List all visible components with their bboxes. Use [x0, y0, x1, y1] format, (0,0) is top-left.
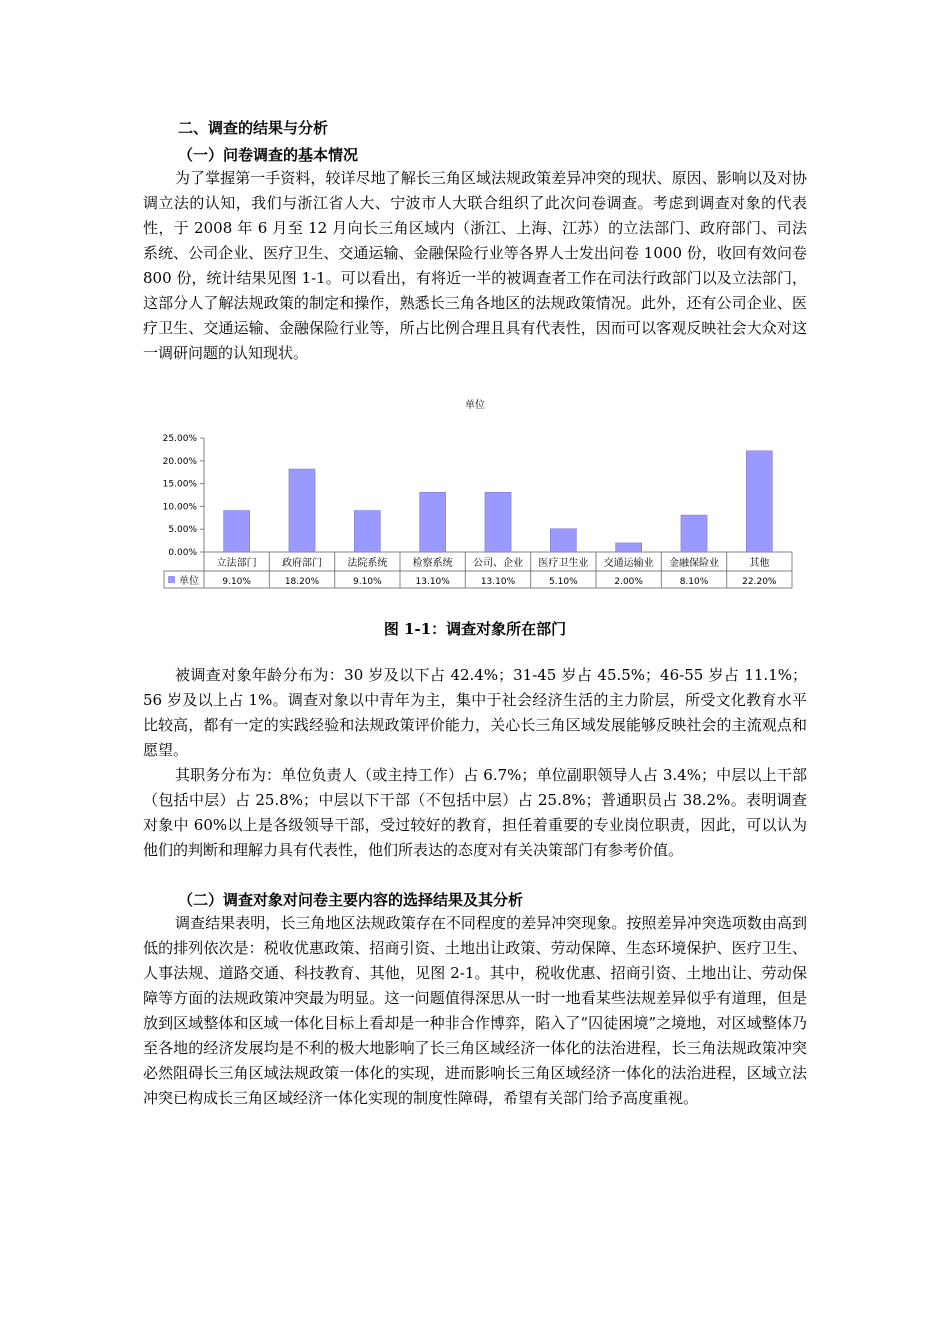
- y-tick-label: 15.00%: [162, 479, 197, 490]
- y-tick-label: 10.00%: [162, 502, 197, 513]
- data-label: 13.10%: [415, 577, 450, 587]
- category-label: 检察系统: [412, 558, 453, 569]
- bar: [550, 529, 576, 552]
- figure-caption: 图 1-1：调查对象所在部门: [383, 620, 567, 638]
- bar: [616, 543, 642, 552]
- paragraph-3: 其职务分布为：单位负责人（或主持工作）占 6.7%；单位副职领导人占 3.4%；中层以上干部（包括中层）占 25.8%；中层以下干部（不包括中层）占 25.8%；普通职员占 38.2%。表明调查对象中 60%以上是各级领导干部，受过较好的教育，担任着重要的专业岗位职责，因此，可以认为他们的判断和理解力具有代表性，他们所表达的态度对有关决策部门有参考价值。: [143, 766, 807, 859]
- bar-chart: [150, 395, 800, 595]
- category-label: 交通运输业: [603, 558, 654, 569]
- section-heading: 二、调查的结果与分析: [178, 119, 329, 137]
- y-tick-label: 25.00%: [162, 434, 197, 444]
- subsection-heading-2: （二）调查对象对问卷主要内容的选择结果及其分析: [178, 891, 524, 909]
- data-label: 18.20%: [284, 577, 320, 587]
- category-label: 法院系统: [347, 558, 388, 569]
- subsection-heading-1: （一）问卷调查的基本情况: [178, 146, 359, 164]
- bar: [289, 469, 315, 552]
- bar: [681, 515, 707, 552]
- category-label: 公司、企业: [473, 558, 523, 569]
- data-label: 13.10%: [480, 577, 516, 587]
- bar: [485, 492, 511, 552]
- paragraph-2: 被调查对象年龄分布为：30 岁及以下占 42.4%；31-45 岁占 45.5%；46-55 岁占 11.1%；56 岁及以上占 1%。调查对象以中青年为主，集中于社会经济生活的主力阶层，所受文化教育水平比较高，都有一定的实践经验和法规政策评价能力，关心长三角区域发展能够反映社会的主流观点和愿望。: [143, 666, 807, 759]
- category-label: 其他: [749, 558, 770, 569]
- y-tick-label: 0.00%: [168, 548, 197, 558]
- category-label: 政府部门: [282, 558, 322, 569]
- chart-title: 单位: [465, 400, 485, 411]
- bar: [354, 511, 380, 552]
- category-label: 金融保险业: [669, 558, 719, 569]
- paragraph-4: 调查结果表明，长三角地区法规政策存在不同程度的差异冲突现象。按照差异冲突选项数由高到低的排列依次是：税收优惠政策、招商引资、土地出让政策、劳动保障、生态环境保护、医疗卫生、人事法规、道路交通、科技教育、其他，见图 2-1。其中，税收优惠、招商引资、土地出让、劳动保障等方面的法规政策冲突最为明显。这一问题值得深思从一时一地看某些法规差异似乎有道理，但是放到区域整体和区域一体化目标上看却是一种非合作博弈，陷入了“囚徒困境”之境地，对区域整体乃至各地的经济发展均是不利的极大地影响了长三角区域经济一体化的法治进程，长三角法规政策冲突必然阻碍长三角区域法规政策一体化的实现，进而影响长三角区域经济一体化的法治进程，区域立法冲突已构成长三角区域经济一体化实现的制度性障碍，希望有关部门给予高度重视。: [143, 914, 807, 1107]
- data-label: 2.00%: [614, 577, 643, 587]
- legend-label: 单位: [179, 576, 199, 587]
- bar: [420, 492, 446, 552]
- bar: [746, 451, 772, 552]
- y-tick-label: 20.00%: [162, 456, 197, 467]
- paragraph-1: 为了掌握第一手资料，较详尽地了解长三角区域法规政策差异冲突的现状、原因、影响以及对协调立法的认知，我们与浙江省人大、宁波市人大联合组织了此次问卷调查。考虑到调查对象的代表性，于 2008 年 6 月至 12 月向长三角区域内（浙江、上海、江苏）的立法部门、政府部门、司法系统、公司企业、医疗卫生、交通运输、金融保险行业等各界人士发出问卷 1000 份，收回有效问卷 800 份，统计结果见图 1-1。可以看出，有将近一半的被调查者工作在司法行政部门以及立法部门，这部分人了解法规政策的制定和操作，熟悉长三角各地区的法规政策情况。此外，还有公司企业、医疗卫生、交通运输、金融保险行业等，所占比例合理且具有代表性，因而可以客观反映社会大众对这一调研问题的认知现状。: [143, 169, 807, 362]
- legend-key: [168, 576, 175, 583]
- category-label: 医疗卫生业: [538, 558, 589, 569]
- data-label: 5.10%: [549, 577, 578, 587]
- data-label: 22.20%: [742, 577, 777, 587]
- data-label: 9.10%: [353, 577, 382, 587]
- category-label: 立法部门: [216, 558, 257, 569]
- bar: [224, 511, 250, 552]
- data-label: 8.10%: [679, 577, 709, 587]
- data-label: 9.10%: [222, 577, 251, 587]
- y-tick-label: 5.00%: [168, 525, 197, 536]
